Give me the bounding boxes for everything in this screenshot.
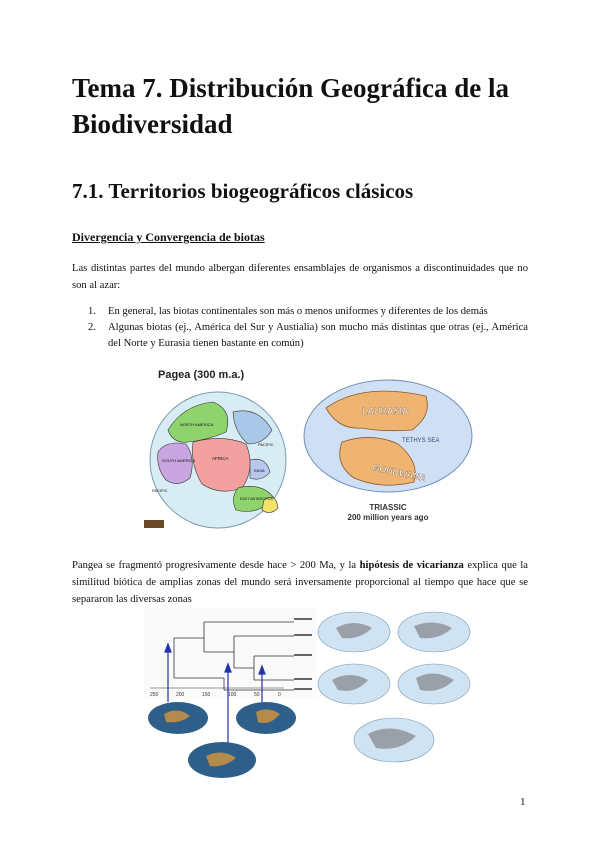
label-pacific-west: PACIFIC [152, 488, 168, 493]
triassic-label: TRIASSIC [369, 503, 407, 512]
label-africa: AFRICA [212, 456, 229, 461]
globe-title: Pagea (300 m.a.) [158, 369, 245, 381]
section-heading: 7.1. Territorios biogeográficos clásicos [72, 179, 414, 203]
list-item [88, 320, 528, 352]
list-text: Algunas biotas (ej., América del Sur y Austialia) son mucho más distintas que otras (ej., América del Norte y Eurasia tienen bastante en común) [108, 322, 528, 349]
laurasia-label: LAURASIA [362, 406, 409, 416]
pangea-globe-figure [138, 360, 298, 535]
list-item [88, 304, 528, 320]
triassic-map-figure [302, 378, 474, 526]
continental-drift-maps [316, 610, 476, 782]
axis-tick: 150 [202, 692, 211, 698]
axis-tick: 0 [278, 692, 281, 698]
label-south-america: SOUTH AMERICA [162, 458, 196, 463]
intro-paragraph: Las distintas partes del mundo albergan diferentes ensamblajes de organismos a discontinuidades que no son al azar: [72, 263, 528, 291]
label-east-antarctica: EAST ANTARCTICA [240, 497, 273, 501]
axis-tick: 100 [228, 692, 237, 698]
phylogeny-figure [144, 608, 316, 784]
axis-tick: 200 [176, 692, 185, 698]
label-india: INDIA [254, 468, 265, 473]
paragraph-text: Pangea se fragmentó progresivamente desde hace > 200 Ma, y la [72, 560, 360, 571]
page-number: 1 [520, 796, 526, 808]
label-north-america: NORTH AMERICA [180, 422, 214, 427]
list-number: 2. [88, 322, 96, 333]
paragraph-text: explica que la similitud biótica de amplias zonas del mundo será inversamente proporcional al tiempo que hace que se separaron las diversas zonas [72, 560, 529, 605]
list-number: 1. [88, 306, 96, 317]
vicariance-paragraph [72, 557, 528, 608]
tethys-sea-label: TETHYS SEA [402, 438, 440, 444]
numbered-list [88, 304, 528, 352]
page-title: Tema 7. Distribución Geográfica de la Biodiversidad [72, 73, 509, 139]
subsection-heading: Divergencia y Convergencia de biotas [72, 230, 265, 244]
label-pacific-east: PACIFIC [258, 442, 274, 447]
gondwana-label: GONDWANA [371, 462, 427, 484]
vicariance-term: hipótesis de vicarianza [359, 560, 464, 571]
list-text: En general, las biotas continentales son más o menos uniformes y diferentes de los demás [108, 306, 488, 317]
tree-panel [144, 608, 316, 698]
publisher-logo [144, 520, 164, 528]
axis-tick: 50 [254, 692, 260, 698]
axis-tick: 250 [150, 692, 159, 698]
age-label: 200 million years ago [347, 513, 429, 522]
